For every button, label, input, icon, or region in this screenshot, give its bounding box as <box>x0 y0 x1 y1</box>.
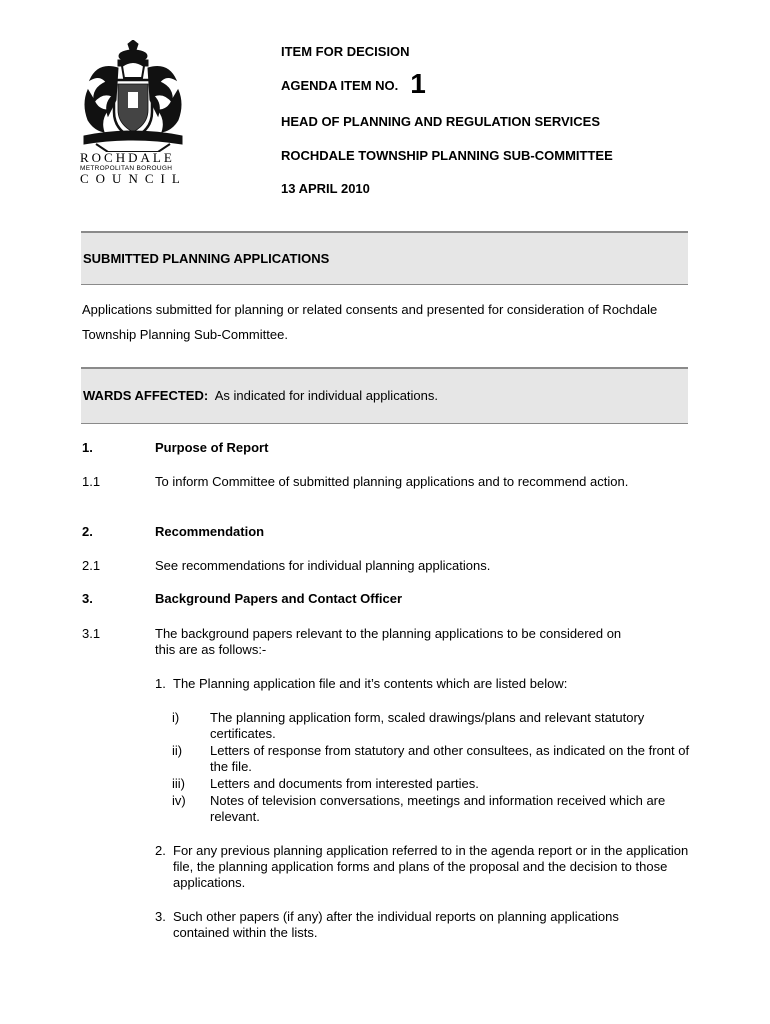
list-item <box>155 909 635 941</box>
report-title: SUBMITTED PLANNING APPLICATIONS <box>83 251 330 266</box>
list-item-text: The Planning application file and it’s contents which are listed below: <box>173 676 568 691</box>
report-date: 13 APRIL 2010 <box>281 181 370 196</box>
section-heading: Recommendation <box>155 524 265 539</box>
section-heading: Purpose of Report <box>155 440 269 455</box>
agenda-item-line <box>281 68 426 100</box>
department: HEAD OF PLANNING AND REGULATION SERVICES <box>281 114 601 129</box>
paragraph-text: The background papers relevant to the planning applications to be considered on this are as follows:- <box>155 626 622 657</box>
council-name: ROCHDALE <box>80 150 175 165</box>
subitem-text: Letters of response from statutory and other consultees, as indicated on the front of the file. <box>210 743 690 774</box>
subitem-text: Letters and documents from interested parties. <box>210 776 479 791</box>
title-band <box>81 231 688 285</box>
council-subtitle: METROPOLITAN BOROUGH <box>80 165 173 172</box>
roman-numeral: iii) <box>172 776 185 791</box>
council-word: COUNCIL <box>80 171 187 186</box>
intro-paragraph: Applications submitted for planning or related consents and presented for consideration of Rochdale Township Planning Sub-Committee. <box>82 302 658 342</box>
section-number: 3. <box>82 591 93 606</box>
subitem-text: The planning application form, scaled drawings/plans and relevant statutory certificates. <box>210 710 645 741</box>
paragraph-number: 3.1 <box>82 626 101 641</box>
section-number: 1. <box>82 440 93 455</box>
wards-label: WARDS AFFECTED: <box>83 388 209 403</box>
committee: ROCHDALE TOWNSHIP PLANNING SUB-COMMITTEE <box>281 148 613 163</box>
paragraph-text: To inform Committee of submitted planning applications and to recommend action. <box>155 474 629 489</box>
paragraph-number: 1.1 <box>82 474 101 489</box>
coat-of-arms-icon <box>78 40 188 152</box>
paragraph-text: See recommendations for individual planning applications. <box>155 558 491 573</box>
council-logo <box>78 40 188 185</box>
list-item-text: Such other papers (if any) after the individual reports on planning applications contained within the lists. <box>173 909 619 940</box>
wards-affected <box>83 388 438 403</box>
list-item-number: 2. <box>155 843 166 858</box>
subitem-text: Notes of television conversations, meetings and information received which are relevant. <box>210 793 666 824</box>
roman-numeral: i) <box>172 710 180 725</box>
list-item <box>155 843 690 891</box>
paragraph-number: 2.1 <box>82 558 101 573</box>
roman-numeral: iv) <box>172 793 186 808</box>
section-heading: Background Papers and Contact Officer <box>155 591 403 606</box>
list-item-text: For any previous planning application referred to in the agenda report or in the application file, the planning application forms and plans of the proposal and the decision to those applications. <box>173 843 689 890</box>
agenda-label: AGENDA ITEM NO. <box>281 78 399 93</box>
agenda-number: 1 <box>410 68 426 99</box>
list-item-number: 3. <box>155 909 166 924</box>
list-item-number: 1. <box>155 676 166 691</box>
roman-numeral: ii) <box>172 743 183 758</box>
wards-band <box>81 367 688 424</box>
section-number: 2. <box>82 524 93 539</box>
item-type: ITEM FOR DECISION <box>281 44 410 59</box>
wards-value: As indicated for individual applications. <box>214 388 439 403</box>
list-item <box>155 676 690 692</box>
